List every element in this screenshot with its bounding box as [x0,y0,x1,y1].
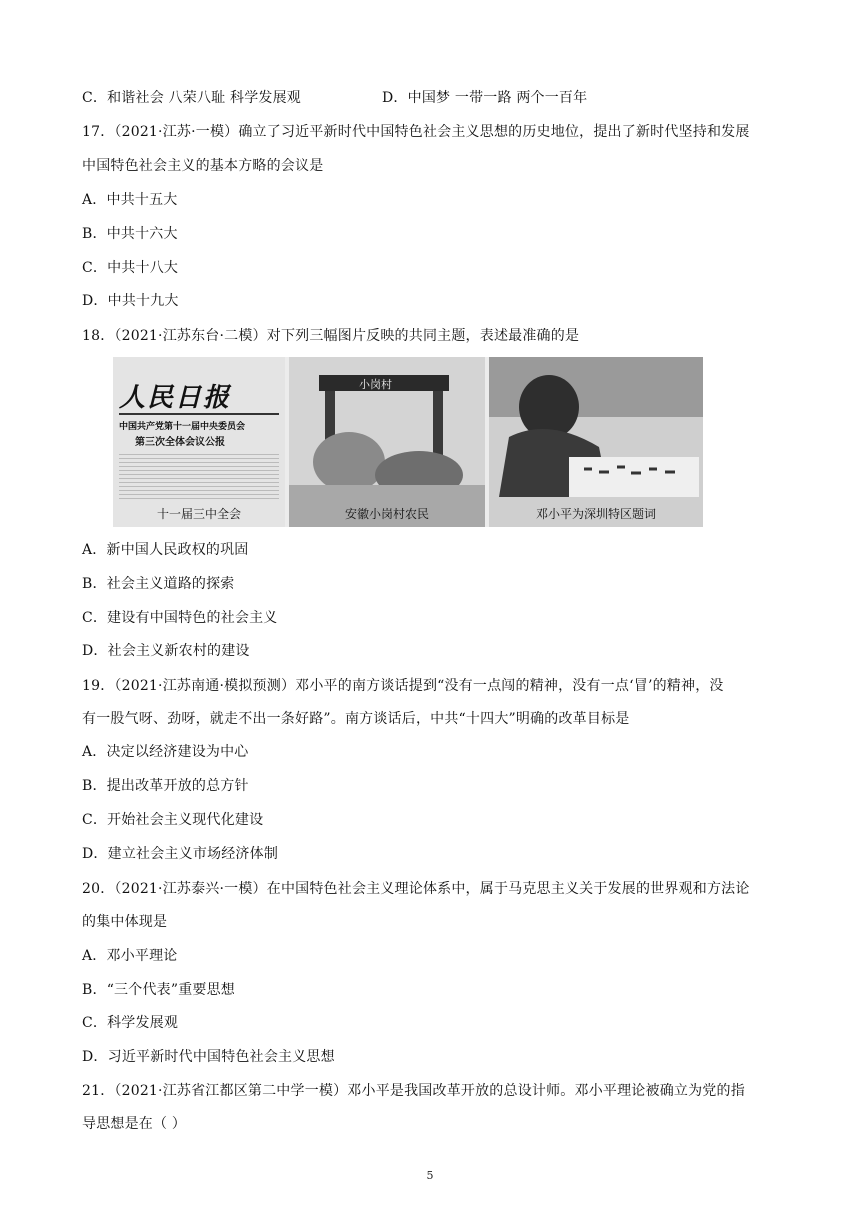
q17-option-a: A．中共十五大 [82,192,178,208]
q18-option-d: D．社会主义新农村的建设 [82,643,250,659]
q19-option-c: C．开始社会主义现代化建设 [82,812,264,828]
q20-option-a: A．邓小平理论 [82,948,178,964]
q20-option-b: B．“三个代表”重要思想 [82,982,236,998]
q18-option-c: C．建设有中国特色的社会主义 [82,610,278,626]
q21-stem-line1: 21．（2021·江苏省江都区第二中学一模）邓小平是我国改革开放的总设计师。邓小平理论被确立为党的指 [82,1083,745,1099]
q20-option-c: C．科学发展观 [82,1015,179,1031]
newspaper-headline-1: 中国共产党第十一届中央委员会 [119,422,246,432]
q18-option-b: B．社会主义道路的探索 [82,576,235,592]
q17-stem-line2: 中国特色社会主义的基本方略的会议是 [82,158,324,174]
q19-option-a: A．决定以经济建设为中心 [82,744,249,760]
caption-shenzhen: 邓小平为深圳特区题词 [535,507,656,521]
newspaper-photo [113,357,285,527]
q20-stem-line2: 的集中体现是 [82,914,168,930]
q18-photo-strip [113,357,703,527]
q17-stem-line1: 17．（2021·江苏·一模）确立了习近平新时代中国特色社会主义思想的历史地位，提出了新时代坚持和发展 [82,124,750,140]
gate-sign: 小岗村 [359,378,392,391]
caption-plenum: 十一届三中全会 [156,507,241,521]
option-c-prev: C．和谐社会 八荣八耻 科学发展观 [82,90,302,106]
q20-stem-line1: 20．（2021·江苏泰兴·一模）在中国特色社会主义理论体系中，属于马克思主义关于发展的世界观和方法论 [82,881,750,897]
page-number: 5 [426,1169,434,1182]
caption-xiaogang: 安徽小岗村农民 [344,507,429,521]
q18-option-a: A．新中国人民政权的巩固 [82,542,249,558]
q19-stem-line2: 有一股气呀、劲呀，就走不出一条好路”。南方谈话后，中共“十四大”明确的改革目标是 [82,711,630,727]
q17-option-b: B．中共十六大 [82,226,178,242]
option-d-prev: D．中国梦 一带一路 两个一百年 [382,90,588,106]
inscription-photo [489,357,703,527]
q17-option-d: D．中共十九大 [82,293,179,309]
village-photo [289,357,485,527]
q20-option-d: D．习近平新时代中国特色社会主义思想 [82,1049,335,1065]
newspaper-headline-2: 第三次全体会议公报 [135,437,225,448]
q19-option-b: B．提出改革开放的总方针 [82,778,249,794]
q19-option-d: D．建立社会主义市场经济体制 [82,846,279,862]
q21-stem-line2: 导思想是在（ ） [82,1116,187,1132]
q18-stem: 18．（2021·江苏东台·二模）对下列三幅图片反映的共同主题，表述最准确的是 [82,328,580,344]
newspaper-masthead: 人民日报 [119,383,232,413]
q17-option-c: C．中共十八大 [82,260,179,276]
q19-stem-line1: 19．（2021·江苏南通·模拟预测）邓小平的南方谈话提到“没有一点闯的精神，没有一点‘冒’的精神，没 [82,678,724,694]
